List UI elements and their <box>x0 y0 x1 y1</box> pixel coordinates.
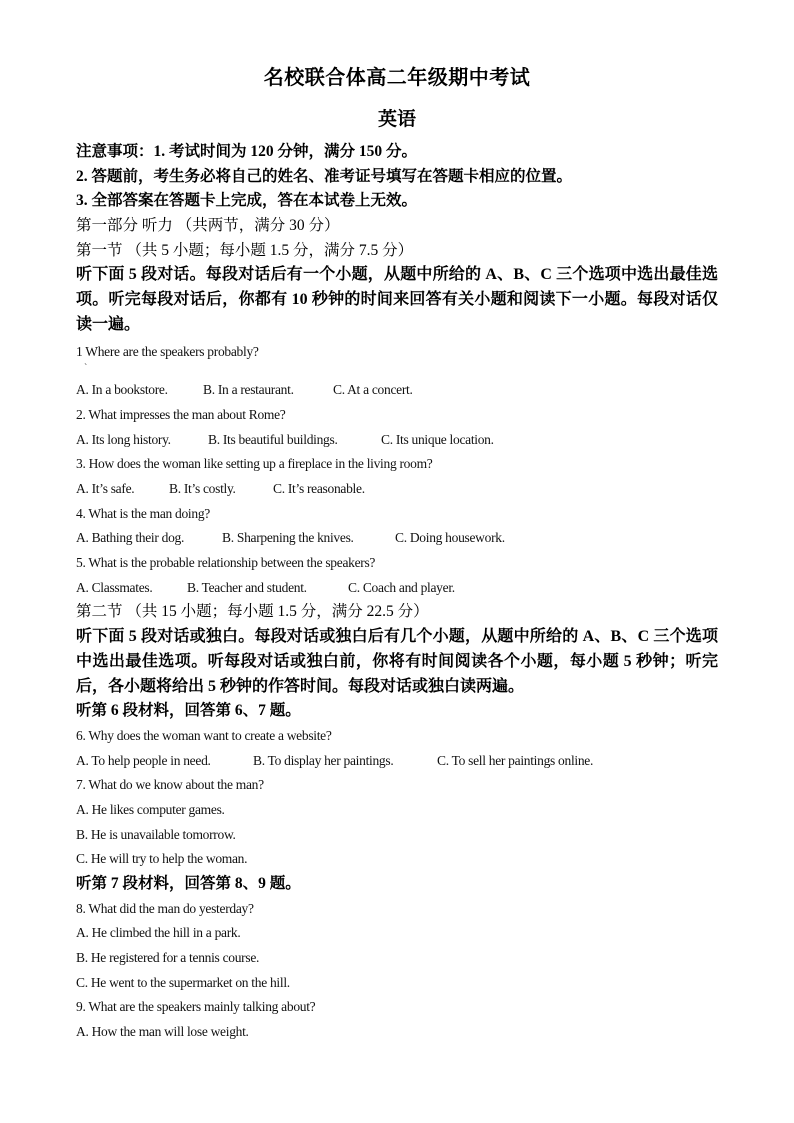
note-line: 2. 答题前，考生务必将自己的姓名、准考证号填写在答题卡相应的位置。 <box>76 167 573 185</box>
option-a: A. To help people in need. <box>76 752 211 768</box>
page-content <box>76 63 718 1045</box>
option-b: B. He is unavailable tomorrow. <box>76 826 236 842</box>
option-b: B. Its beautiful buildings. <box>208 431 338 447</box>
option-c: C. At a concert. <box>333 382 413 398</box>
options-row <box>76 576 718 601</box>
section-instructions: 听下面 5 段对话。每段对话后有一个小题，从题中所给的 A、B、C 三个选项中选出最佳选项。听完每段对话后，你都有 10 秒钟的时间来回答有关小题和阅读下一小题。每段对话仅读一遍。 <box>76 266 718 333</box>
option-c: C. He will try to help the woman. <box>76 851 248 867</box>
option-c: C. He went to the supermarket on the hill. <box>76 974 290 990</box>
option-b: B. To display her paintings. <box>253 752 394 768</box>
option-c: C. Its unique location. <box>381 431 494 447</box>
note-line: 3. 全部答案在答题卡上完成，答在本试卷上无效。 <box>76 192 418 210</box>
question-stem: 1 Where are the speakers probably? <box>76 343 259 359</box>
options-row <box>76 378 718 403</box>
option-b: B. Teacher and student. <box>187 579 307 595</box>
options-row <box>76 526 718 551</box>
question-stem: 9. What are the speakers mainly talking about? <box>76 999 316 1015</box>
option-a: A. How the man will lose weight. <box>76 1024 249 1040</box>
section-heading: 第二节 （共 15 小题；每小题 1.5 分，满分 22.5 分） <box>76 603 429 621</box>
subject-title: 英语 <box>377 109 416 130</box>
group-intro: 听第 6 段材料，回答第 6、7 题。 <box>76 702 301 720</box>
section-heading: 第一节 （共 5 小题；每小题 1.5 分，满分 7.5 分） <box>76 241 414 259</box>
stray-mark: ` <box>84 363 88 375</box>
option-a: A. Bathing their dog. <box>76 530 185 546</box>
option-b: B. It’s costly. <box>169 480 236 496</box>
question-stem: 4. What is the man doing? <box>76 505 210 521</box>
question-stem: 3. How does the woman like setting up a fireplace in the living room? <box>76 456 433 472</box>
option-a: A. In a bookstore. <box>76 382 168 398</box>
question-stem: 6. Why does the woman want to create a website? <box>76 727 332 743</box>
option-a: A. Its long history. <box>76 431 171 447</box>
question-stem: 8. What did the man do yesterday? <box>76 900 254 916</box>
question-stem: 7. What do we know about the man? <box>76 777 264 793</box>
part-heading: 第一部分 听力 （共两节，满分 30 分） <box>76 217 340 235</box>
note-line: 注意事项：1. 考试时间为 120 分钟，满分 150 分。 <box>76 143 418 160</box>
section-instructions: 听下面 5 段对话或独白。每段对话或独白后有几个小题，从题中所给的 A、B、C 三个选项中选出最佳选项。听每段对话或独白前，你将有时间阅读各个小题，每小题 5 秒钟；听完后，各小题将给出 5 秒钟的作答时间。每段对话或独白读两遍。 <box>76 628 718 695</box>
exam-title: 名校联合体高二年级期中考试 <box>263 67 531 89</box>
option-b: B. Sharpening the knives. <box>222 530 354 546</box>
exam-notes <box>76 140 718 214</box>
question-stem: 5. What is the probable relationship between the speakers? <box>76 555 376 571</box>
option-a: A. It’s safe. <box>76 480 135 496</box>
option-b: B. In a restaurant. <box>203 382 294 398</box>
question-stem: 2. What impresses the man about Rome? <box>76 406 286 422</box>
option-c: C. It’s reasonable. <box>273 480 365 496</box>
option-c: C. To sell her paintings online. <box>437 752 594 768</box>
option-a: A. He climbed the hill in a park. <box>76 925 241 941</box>
option-c: C. Coach and player. <box>348 579 455 595</box>
option-a: A. He likes computer games. <box>76 801 225 817</box>
option-a: A. Classmates. <box>76 579 153 595</box>
options-row <box>76 477 718 502</box>
option-b: B. He registered for a tennis course. <box>76 950 260 966</box>
option-c: C. Doing housework. <box>395 530 505 546</box>
group-intro: 听第 7 段材料，回答第 8、9 题。 <box>76 875 301 893</box>
options-row <box>76 428 718 453</box>
options-row <box>76 749 718 774</box>
